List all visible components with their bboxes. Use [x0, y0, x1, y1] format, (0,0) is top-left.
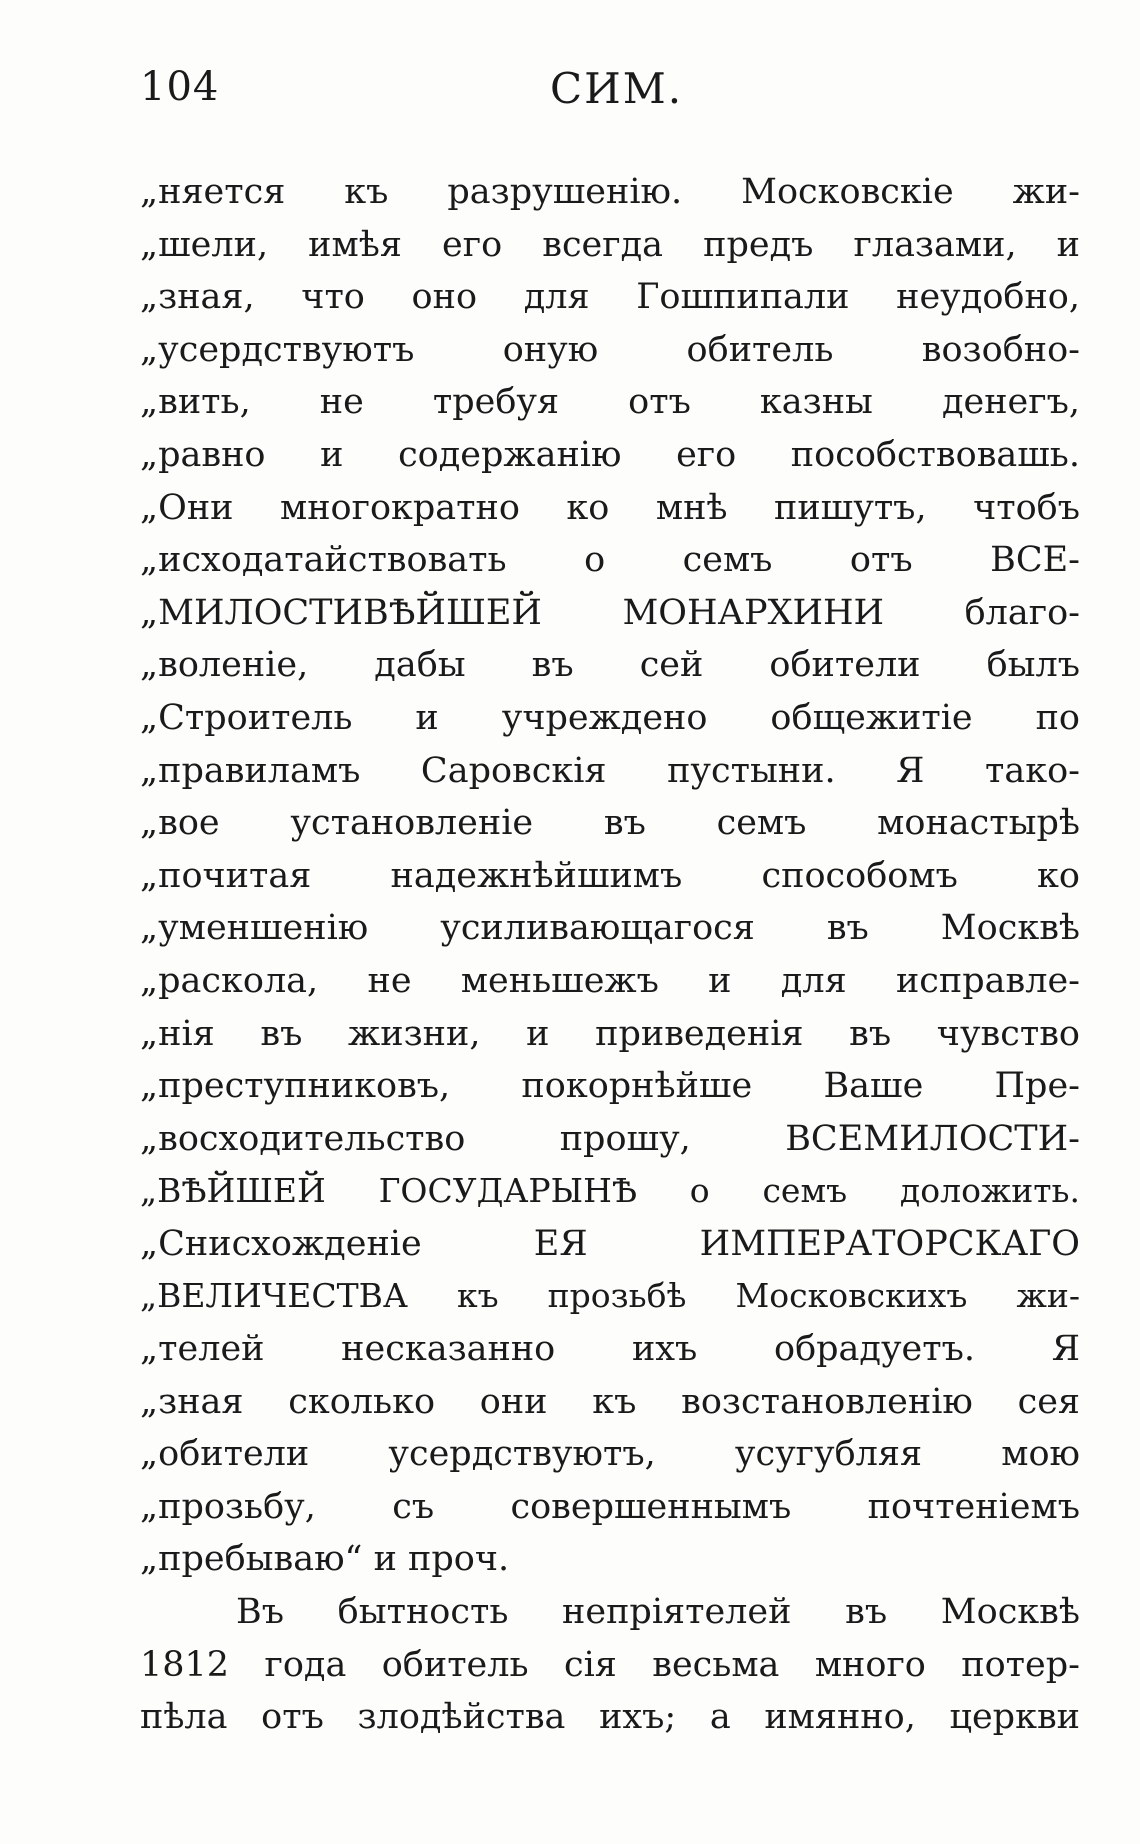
text-line: „зная, что оно для Гошпипали неудобно, [140, 277, 1080, 318]
text-line: 1812 года обитель сія весьма много потер- [140, 1644, 1080, 1685]
page-number: 104 [140, 64, 220, 110]
text-line: „телей несказанно ихъ обрадуетъ. Я [140, 1329, 1080, 1370]
text-line: Въ бытность непріятелей въ Москвѣ [236, 1592, 1080, 1633]
text-line: „преступниковъ, покорнѣйше Ваше Пре- [140, 1066, 1080, 1107]
text-line: „Они многократно ко мнѣ пишутъ, чтобъ [140, 487, 1080, 528]
running-head: СИМ. [550, 64, 684, 113]
body-text [140, 166, 1080, 1744]
text-line: „МИЛОСТИВѢЙШЕЙ МОНАРХИНИ благо- [140, 592, 1080, 633]
text-line: „нія въ жизни, и приведенія въ чувство [140, 1013, 1080, 1054]
text-line: „прозьбу, съ совершеннымъ почтеніемъ [140, 1486, 1080, 1527]
text-line: „почитая надежнѣйшимъ способомъ ко [140, 855, 1080, 896]
text-line: „правиламъ Саровскія пустыни. Я тако- [140, 750, 1080, 791]
text-line: „вое установленіе въ семъ монастырѣ [140, 803, 1080, 844]
page-header [130, 58, 1080, 118]
text-line: „воленіе, дабы въ сей обители былъ [140, 645, 1080, 686]
text-line: „обители усердствуютъ, усугубляя мою [140, 1434, 1080, 1475]
text-line: „Строитель и учреждено общежитіе по [140, 697, 1080, 738]
text-line: „усердствуютъ оную обитель возобно- [140, 329, 1080, 370]
text-line: „исходатайствовать о семъ отъ ВСЕ- [140, 540, 1080, 581]
text-line: „уменшенію усиливающагося въ Москвѣ [140, 908, 1080, 949]
text-line: „ВѢЙШЕЙ ГОСУДАРЫНѢ о семъ доложить. [140, 1171, 1080, 1211]
text-line: „восходительство прошу, ВСЕМИЛОСТИ- [140, 1118, 1080, 1159]
text-line: „ВЕЛИЧЕСТВА къ прозьбѣ Московскихъ жи- [140, 1276, 1080, 1316]
text-line: „шели, имѣя его всегда предъ глазами, и [140, 224, 1080, 265]
text-line: „равно и содержанію его пособствовашь. [140, 434, 1080, 475]
text-line: „раскола, не меньшежъ и для исправле- [140, 960, 1080, 1001]
text-line: „няется къ разрушенію. Московскіе жи- [140, 172, 1080, 212]
text-line: „Снисхожденіе ЕЯ ИМПЕРАТОРСКАГО [140, 1223, 1080, 1264]
text-line: „зная сколько они къ возстановленію сея [140, 1381, 1080, 1422]
text-line: пѣла отъ злодѣйства ихъ; а имянно, церкви [140, 1697, 1080, 1738]
text-line: „пребываю“ и проч. [140, 1539, 510, 1580]
text-line: „вить, не требуя отъ казны денегъ, [140, 382, 1080, 423]
